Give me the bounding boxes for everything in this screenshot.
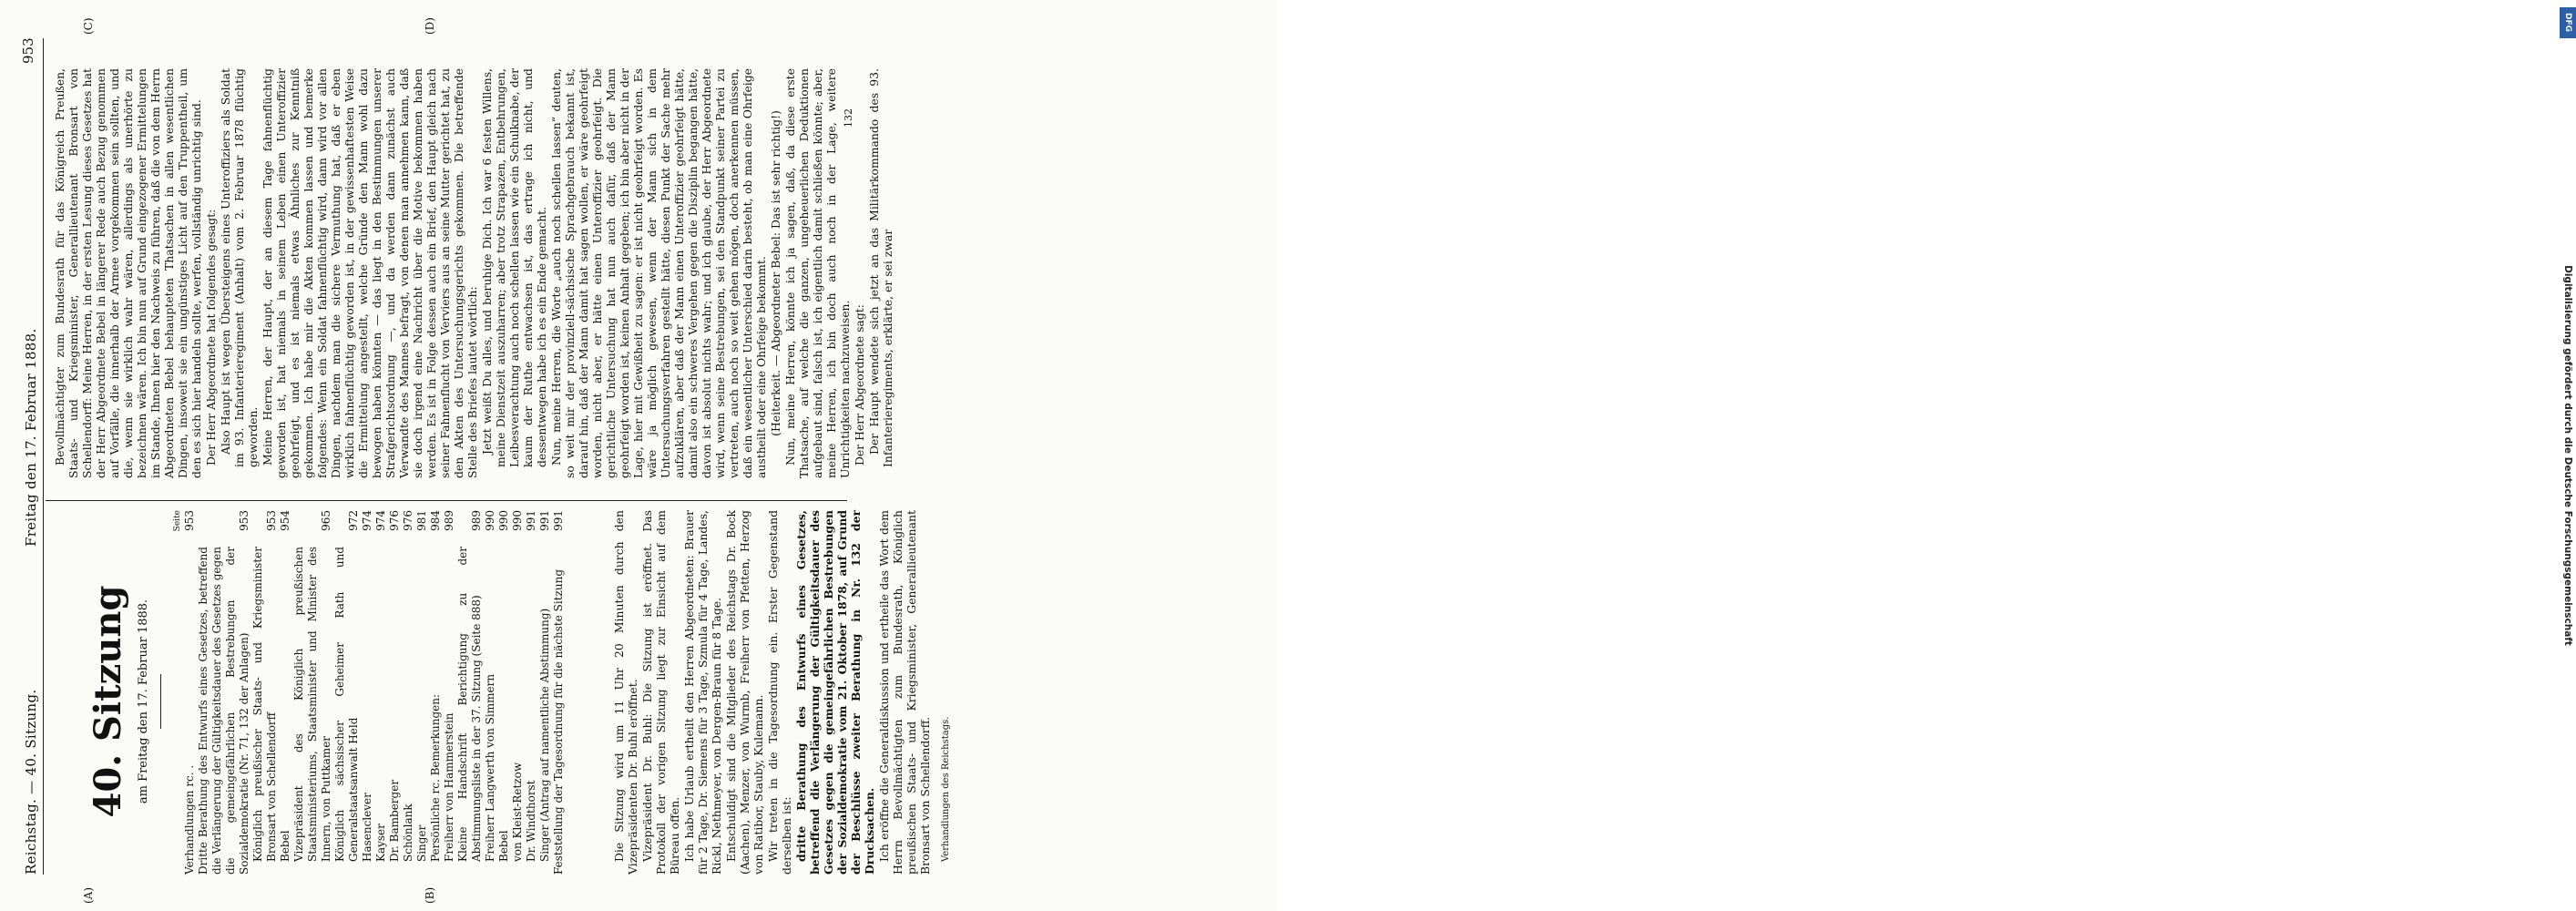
toc-entry: [511, 510, 525, 875]
session-title: 40. Sitzung: [87, 585, 129, 818]
running-head-date: Freitag den 17. Februar 1888.: [23, 328, 39, 547]
body-paragraph: Wir treten in die Tagesordnung ein. Erster Gegenstand derselben ist:: [766, 510, 793, 875]
toc-entry-page: 981: [415, 510, 428, 531]
body-paragraph: Bevollmächtigter zum Bundesrath für das Königreich Preußen, Staats- und Kriegsminister, Generallieutenant Bronsart von Schellendorff: Meine Herren, in der ersten Lesung dieses Gesetzes hat der Herr Abgeordnete Bebel in längerer Rede auch Bezug genommen auf Vorfälle, die innerhalb der Armee vorgekommen sein sollten, und die, wenn sie wirklich wahr wären, allerdings als unerhörte zu bezeichnen wären. Ich bin nun auf Grund eingezogener Ermittelungen im Stande, Ihnen hier den Nachweis zu führen, daß die von dem Herrn Abgeordneten Bebel behaupteten Thatsachen in allen wesentlichen Dingen, insoweit sie ein ungünstiges Licht auf den Truppentheil, um den es sich hier handeln sollte, werfen, vollständig unrichtig sind.: [53, 68, 203, 478]
toc-entry-page: 953: [238, 510, 250, 531]
body-paragraph: Die Sitzung wird um 11 Uhr 20 Minuten durch den Vizepräsidenten Dr. Buhl eröffnet.: [612, 510, 639, 875]
body-paragraph: Nun, meine Herren, könnte ich ja sagen, daß, da diese erste Thatsache, auf welche die ganzen, ungeheuerlichen Deduktionen aufgebaut sind, falsch ist, ich eigentlich damit schließen könnte; aber, meine Herren, ich bin doch auch noch in der Lage, weitere Unrichtigkeiten nachzuweisen.: [783, 68, 852, 478]
title-rule: [160, 674, 161, 729]
toc-entry: [429, 510, 443, 875]
margin-letter-a: (A): [82, 886, 95, 904]
toc-entry: [251, 510, 279, 875]
dfg-logo: DFG: [2560, 7, 2576, 38]
body-paragraph: Der Herr Abgeordnete hat folgendes gesagt:: [204, 209, 218, 466]
toc-entry: [374, 510, 388, 875]
toc-entry: [197, 510, 251, 875]
toc-entry: [443, 510, 456, 875]
left-footer: Verhandlungen des Reichstags.: [941, 716, 951, 862]
toc-entry-text: Verhandlungen rc. .: [183, 764, 196, 875]
toc-entry-text: Singer: [415, 824, 428, 862]
toc-entry-text: Kleine Handschrift Berichtigung zu der Abstimmungsliste in der 37. Sitzung (Seite 888): [456, 547, 483, 862]
toc-entry: [279, 510, 292, 875]
toc-entry: [552, 510, 566, 875]
body-paragraph: Nun, meine Herren, die Worte „auch noch schellen lassen“ deuten, so weit mir der provinziell-sächsische Sprachgebrauch bekannt ist, darauf hin, daß der Mann damit hat sagen wollen, er wäre geohrfeigt worden, nicht aber, er hätte einen Unteroffizier geohrfeigt. Die gerichtliche Untersuchung hat nun auch dafür, daß der Mann geohrfeigt worden ist, keinen Anhalt gegeben; ich bin aber nicht in der Lage, hier mit Gewißheit zu sagen: er ist nicht geohrfeigt worden. Es wäre ja möglich gewesen, wenn der Mann sich in dem Untersuchungsverfahren gestellt hätte, diesen Punkt der Sache mehr aufzuklären, aber daß der Mann einen Unteroffizier geohrfeigt hätte, damit also ein schweres Vergehen gegen die Disziplin begangen hätte, davon ist absolut nichts wahr; und ich glaube, der Herr Abgeordnete wird, wenn seine Bestrebungen, sei den Standpunkt seiner Partei zu vertreten, auch noch so weit gehen mögen, doch anerkennen müssen, daß ein wesentlicher Unterschied darin besteht, ob man eine Ohrfeige austheilt oder eine Ohrfeige bekommt.: [549, 68, 768, 478]
toc-entry: [333, 510, 361, 875]
toc-entry-page: 972: [347, 510, 360, 531]
toc-column-head: Seite: [173, 510, 182, 532]
toc-entry-text: Dritte Berathung des Entwurfs eines Gesetzes, betreffend die Verlängerung der Gültigkeitsdauer des Gesetzes gegen die gemeingefährlichen Bestrebungen der Sozialdemokratie (Nr. 71, 132 der Anlagen): [197, 547, 250, 875]
toc-entry: [415, 510, 429, 875]
column-divider: [46, 500, 847, 501]
toc-entry-page: 990: [484, 510, 496, 531]
toc-entry-page: 989: [443, 510, 455, 531]
left-column-body: [612, 510, 954, 875]
margin-letter-b: (B): [424, 886, 436, 904]
right-column-body: [53, 68, 895, 478]
toc-entry-page: 976: [388, 510, 401, 531]
toc-entry-page: 974: [374, 510, 387, 531]
toc-entry-text: Königlich preußischer Staats- und Kriegsminister Bronsart von Schellendorff: [251, 547, 278, 862]
toc-entry-page: 991: [552, 510, 565, 531]
toc-entry-page: 954: [279, 510, 291, 531]
toc-entry-text: Freiherr von Hammerstein: [443, 712, 455, 862]
toc-entry: [538, 510, 552, 875]
toc-entry-text: Dr. Bamberger: [388, 779, 401, 862]
toc-entry-page: 976: [402, 510, 414, 531]
quoted-passage: Also Haupt ist wegen Übersteigens eines Unteroffiziers als Soldat im 93. Infanterieregiment (Anhalt) vom 2. Februar 1878 flüchtig geworden.: [219, 68, 260, 467]
toc-entry-text: Königlich sächsischer Geheimer Rath und Generalstaatsanwalt Held: [333, 547, 360, 862]
toc-entry-page: 953: [265, 510, 278, 531]
toc-entry-page: 990: [497, 510, 510, 531]
toc-entry: [497, 510, 511, 875]
toc-entry-page: 984: [429, 510, 442, 531]
toc-entry-page: 974: [361, 510, 373, 531]
toc-entry-page: 989: [470, 510, 483, 531]
body-paragraph: Ich eröffne die Generaldiskussion und ertheile das Wort dem Herrn Bevollmächtigten zum Bundesrath, Königlich preußischen Staats- und Kriegsminister, Generallieutenant Bronsart von Schellendorff.: [877, 510, 932, 875]
toc-entry-page: 990: [511, 510, 524, 531]
toc-entry-text: Persönliche rc. Bemerkungen:: [429, 693, 442, 862]
toc-entry-text: Schönlank: [402, 804, 414, 862]
margin-letter-c: (C): [82, 17, 95, 35]
sheet-signature: 132: [843, 108, 854, 128]
toc-entry: [402, 510, 415, 875]
toc-rows: [183, 510, 566, 875]
toc-entry: [484, 510, 497, 875]
dfg-notice: Digitalisierung gefördert durch die Deutsche Forschungsgemeinschaft: [2562, 265, 2573, 646]
toc-entry: [183, 510, 197, 875]
quoted-passage: Jetzt weißt Du alles, und beruhige Dich. Ich war 6 festen Willens, meine Dienstzeit auszuharren; aber trotz Strapazen, Entbehrungen, Leibesverachtung auch noch schellen lassen wie ein Schulknabe, der kaum der Ruthe entwachsen ist, das ertrage ich nicht, und dessentwegen habe ich es ein Ende gemacht.: [480, 68, 548, 467]
margin-letter-d: (D): [424, 17, 436, 35]
body-paragraph: (Heiterkeit. — Abgeordneter Bebel: Das ist sehr richtig!): [769, 110, 782, 436]
toc-entry-page: 965: [320, 510, 332, 531]
toc-entry: [388, 510, 402, 875]
dfg-notice-strip: [1277, 0, 2573, 911]
toc-entry-page: 991: [538, 510, 551, 531]
header-rule: [43, 38, 44, 875]
toc-entry: [456, 510, 484, 875]
body-paragraph: Vizepräsident Dr. Buhl: Die Sitzung ist eröffnet. Das Protokoll der vorigen Sitzung liegt zur Einsicht auf dem Büreau offen.: [640, 510, 681, 875]
body-paragraph: Ich habe Urlaub ertheilt den Herren Abgeordneten: Brauer für 2 Tage, Dr. Siemens für 3 Tage, Szmula für 4 Tage, Landes, Rickl, Nethmeyer, von Dergen-Braun für 8 Tage.: [682, 510, 723, 875]
toc-entry-text: Singer (Antrag auf namentliche Abstimmung): [538, 608, 551, 862]
toc-entry-text: Bebel: [279, 830, 291, 862]
body-paragraph: Der Herr Abgeordnete sagt:: [853, 304, 866, 466]
toc-entry-text: Freiherr Langwerth von Simmern: [484, 673, 496, 862]
toc-entry-text: Kayser: [374, 824, 387, 862]
toc-entry-text: von Kleist-Retzow: [511, 762, 524, 862]
session-date: am Freitag den 17. Februar 1888.: [137, 599, 150, 804]
toc-entry-text: Feststellung der Tagesordnung für die nächste Sitzung: [552, 568, 565, 875]
toc-entry-text: Dr. Windthorst: [525, 780, 537, 862]
toc-entry: [525, 510, 538, 875]
page-number: 953: [20, 37, 36, 64]
toc-entry-text: Bebel: [497, 830, 510, 862]
toc-entry-page: 953: [183, 510, 196, 531]
toc-entry: [292, 510, 333, 875]
body-paragraph: dritte Berathung des Entwurfs eines Gesetzes, betreffend die Verlängerung der Gültigkeitsdauer des Gesetzes gegen die gemeingefährlichen Bestrebungen der Sozialdemokratie vom 21. Oktober 1878, auf Grund der Beschlüsse zweiter Berathung in Nr. 132 der Drucksachen.: [794, 510, 876, 875]
running-head-left: Reichstag. — 40. Sitzung.: [23, 689, 39, 875]
toc-entry-page: 991: [525, 510, 537, 531]
toc-entry-text: Vizepräsident des Königlich preußischen Staatsministeriums, Staatsminister und Minister des Innern, von Puttkamer: [292, 547, 332, 862]
body-paragraph: Entschuldigt sind die Mitglieder des Reichstags Dr. Bock (Aachen), Menzer, von Wurmb, Freiherr von Pfetten, Herzog von Ratibor, Stauby, Kulemann.: [724, 510, 765, 875]
table-of-contents: [173, 510, 566, 875]
toc-entry-text: Hasenclever: [361, 793, 373, 862]
toc-entry: [361, 510, 374, 875]
quoted-passage: Der Haupt wendete sich jetzt an das Militärkommando des 93. Infanterieregiments, erklärte, er sei zwar: [867, 68, 894, 467]
body-paragraph: Meine Herren, der Haupt, der an diesem Tage fahnenflüchtig geworden ist, hat niemals in seinem Leben einen Unteroffizier geohrfeigt, und es ist niemals etwas Ähnliches zur Kenntniß gekommen. Ich habe mir die Akten kommen lassen und bemerke folgendes: Wenn ein Soldat fahnenflüchtig wird, dann wird vor allen Dingen, nachdem man die sichere Vermuthung hat, daß er eben wirklich fahnenflüchtig geworden ist, in der gewissenhaftesten Weise die Ermittelung angestellt, welche Gründe den Mann wohl dazu bewogen haben könnten — das liegt in den Bestimmungen unserer Strafgerichtsordnung —, und da werden dann zunächst auch Verwandte des Mannes befragt, von denen man annehmen kann, daß sie doch irgend eine Nachricht über die Motive bekommen haben werden. Es ist in Folge dessen auch ein Brief, den Haupt gleich nach seiner Fahnenflucht von Verviers aus an seine Mutter gerichtet hat, zu den Akten des Untersuchungsgerichts gekommen. Die betreffende Stelle des Briefes lautet wörtlich:: [261, 68, 479, 478]
